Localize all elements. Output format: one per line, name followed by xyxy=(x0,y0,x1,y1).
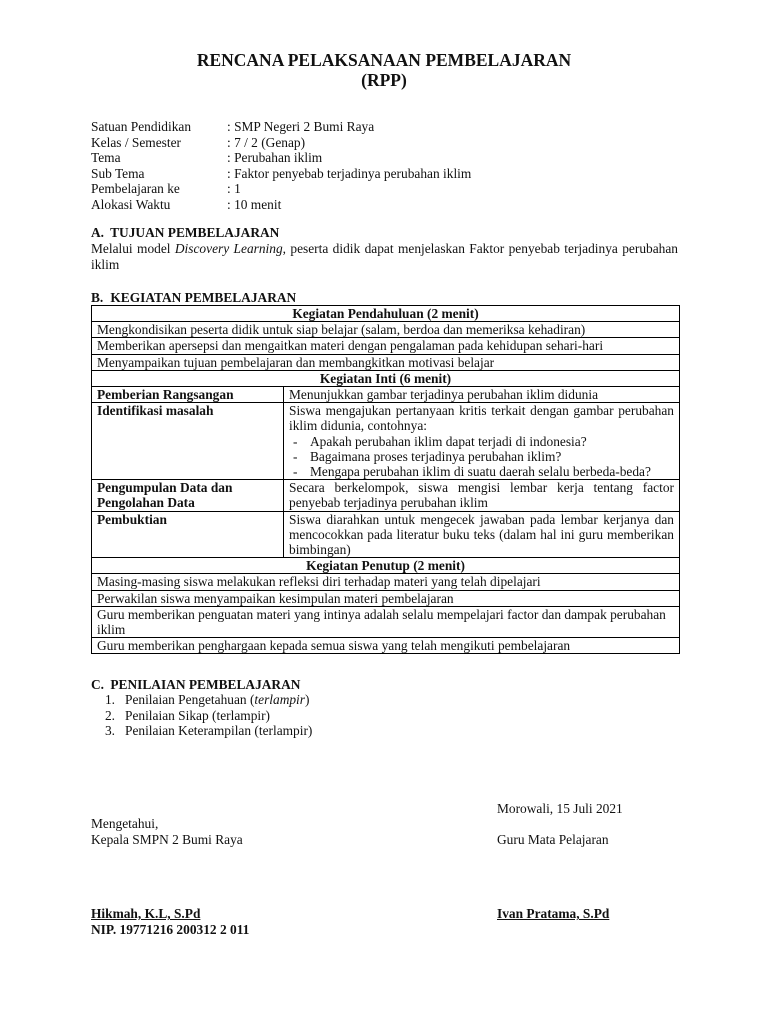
info-value: : SMP Negeri 2 Bumi Raya xyxy=(227,119,375,134)
info-row xyxy=(91,197,471,213)
pendahuluan-header: Kegiatan Pendahuluan (2 menit) xyxy=(92,306,680,322)
principal-role: Kepala SMPN 2 Bumi Raya xyxy=(91,832,243,847)
para-text: , peserta didik dapat menjelaskan Faktor penyebab terjadinya perubahan iklim xyxy=(91,241,678,272)
table-row xyxy=(92,370,680,386)
section-number: C. xyxy=(91,677,105,692)
step-cell: Identifikasi masalah xyxy=(92,403,284,480)
info-label: Tema xyxy=(91,150,121,166)
table-row xyxy=(92,403,680,480)
identity-block xyxy=(91,119,471,213)
table-cell: Perwakilan siswa menyampaikan kesimpulan materi pembelajaran xyxy=(92,590,680,606)
table-cell: Menyampaikan tujuan pembelajaran dan membangkitkan motivasi belajar xyxy=(92,354,680,370)
table-cell: Masing-masing siswa melakukan refleksi diri terhadap materi yang telah dipelajari xyxy=(92,574,680,590)
table-row xyxy=(92,338,680,354)
info-row xyxy=(91,150,471,166)
list-item xyxy=(91,708,312,724)
info-value: : Perubahan iklim xyxy=(227,150,323,166)
list-item: - Mengapa perubahan iklim di suatu daerah selalu berbeda-beda? xyxy=(289,464,674,479)
section-title: PENILAIAN PEMBELAJARAN xyxy=(110,677,301,692)
table-row xyxy=(92,387,680,403)
info-row xyxy=(91,119,471,135)
table-row xyxy=(92,480,680,511)
table-row xyxy=(92,638,680,654)
table-row xyxy=(92,558,680,574)
penutup-header: Kegiatan Penutup (2 menit) xyxy=(92,558,680,574)
section-a-heading xyxy=(91,225,279,241)
item-text: Penilaian Keterampilan (terlampir) xyxy=(125,723,313,739)
section-title: TUJUAN PEMBELAJARAN xyxy=(110,225,280,240)
info-value: : 7 / 2 (Genap) xyxy=(227,134,306,150)
table-cell: Guru memberikan penguatan materi yang intinya adalah selalu mempelajari factor dan dampak perubahan iklim xyxy=(92,606,680,637)
principal-name: Hikmah, K.L, S.Pd xyxy=(91,906,201,921)
acknowledged-label: Mengetahui, xyxy=(91,816,159,831)
title-line-1: RENCANA PELAKSANAAN PEMBELAJARAN xyxy=(196,50,572,70)
list-item: - Bagaimana proses terjadinya perubahan iklim? xyxy=(289,449,674,464)
step-cell: Pengumpulan Data dan Pengolahan Data xyxy=(92,480,284,511)
item-text: Penilaian Sikap (terlampir) xyxy=(125,707,271,723)
list-item: - Apakah perubahan iklim dapat terjadi di indonesia? xyxy=(289,434,674,449)
title-line-2: (RPP) xyxy=(361,69,407,90)
step-cell: Pemberian Rangsangan xyxy=(92,387,284,403)
info-row xyxy=(91,166,471,182)
teacher-role: Guru Mata Pelajaran xyxy=(497,832,609,847)
teacher-name: Ivan Pratama, S.Pd xyxy=(497,906,610,921)
item-text: Penilaian Pengetahuan ( xyxy=(125,692,255,707)
info-label: Alokasi Waktu xyxy=(91,196,171,212)
info-row xyxy=(91,181,471,197)
item-italic-text: terlampir xyxy=(254,692,305,707)
table-cell: Guru memberikan penghargaan kepada semua siswa yang telah mengikuti pembelajaran xyxy=(92,638,680,654)
table-row xyxy=(92,590,680,606)
item-number: 3. xyxy=(104,723,115,739)
desc-cell xyxy=(284,403,680,480)
info-value: : Faktor penyebab terjadinya perubahan iklim xyxy=(227,165,472,181)
desc-cell: Siswa diarahkan untuk mengecek jawaban pada lembar kerjanya dan mencocokkan pada literatur buku teks (dalam hal ini guru memberikan bimbingan) xyxy=(284,511,680,558)
desc-cell: Menunjukkan gambar terjadinya perubahan iklim didunia xyxy=(284,387,680,403)
info-row xyxy=(91,135,471,151)
step-cell: Pembuktian xyxy=(92,511,284,558)
section-a-paragraph xyxy=(91,241,678,272)
info-label: Kelas / Semester xyxy=(91,134,181,150)
item-number: 1. xyxy=(104,692,115,707)
info-label: Sub Tema xyxy=(91,165,145,181)
table-row xyxy=(92,322,680,338)
table-row xyxy=(92,574,680,590)
activities-table xyxy=(91,305,680,654)
item-text: ) xyxy=(305,692,310,707)
list-item xyxy=(91,692,312,708)
table-row xyxy=(92,511,680,558)
assessment-list xyxy=(91,692,312,739)
place-date: Morowali, 15 Juli 2021 xyxy=(497,801,623,816)
list-item xyxy=(91,723,312,739)
section-b-heading xyxy=(91,290,296,306)
section-number: A. xyxy=(91,225,105,240)
table-cell: Mengkondisikan peserta didik untuk siap belajar (salam, berdoa dan memeriksa kehadiran) xyxy=(92,322,680,338)
info-label: Pembelajaran ke xyxy=(91,181,180,197)
desc-cell: Secara berkelompok, siswa mengisi lembar kerja tentang factor penyebab terjadinya perubahan iklim xyxy=(284,480,680,511)
table-row xyxy=(92,306,680,322)
section-title: KEGIATAN PEMBELAJARAN xyxy=(110,290,297,305)
table-cell: Memberikan apersepsi dan mengaitkan materi dengan pengalaman pada kehidupan sehari-hari xyxy=(92,338,680,354)
question-list xyxy=(289,434,674,480)
table-row xyxy=(92,606,680,637)
principal-nip: NIP. 19771216 200312 2 011 xyxy=(91,922,250,937)
section-c-heading xyxy=(91,677,300,693)
info-value: : 10 menit xyxy=(227,196,282,212)
item-number: 2. xyxy=(104,707,115,723)
para-text: Melalui model xyxy=(91,241,175,256)
para-italic-text: Discovery Learning xyxy=(174,241,283,256)
info-label: Satuan Pendidikan xyxy=(91,119,192,134)
info-value: : 1 xyxy=(227,181,241,197)
section-number: B. xyxy=(91,290,104,305)
table-row xyxy=(92,354,680,370)
desc-text: Siswa mengajukan pertanyaan kritis terkait dengan gambar perubahan iklim didunia, contohnya: xyxy=(289,403,674,434)
document-title xyxy=(0,51,768,90)
inti-header: Kegiatan Inti (6 menit) xyxy=(92,370,680,386)
